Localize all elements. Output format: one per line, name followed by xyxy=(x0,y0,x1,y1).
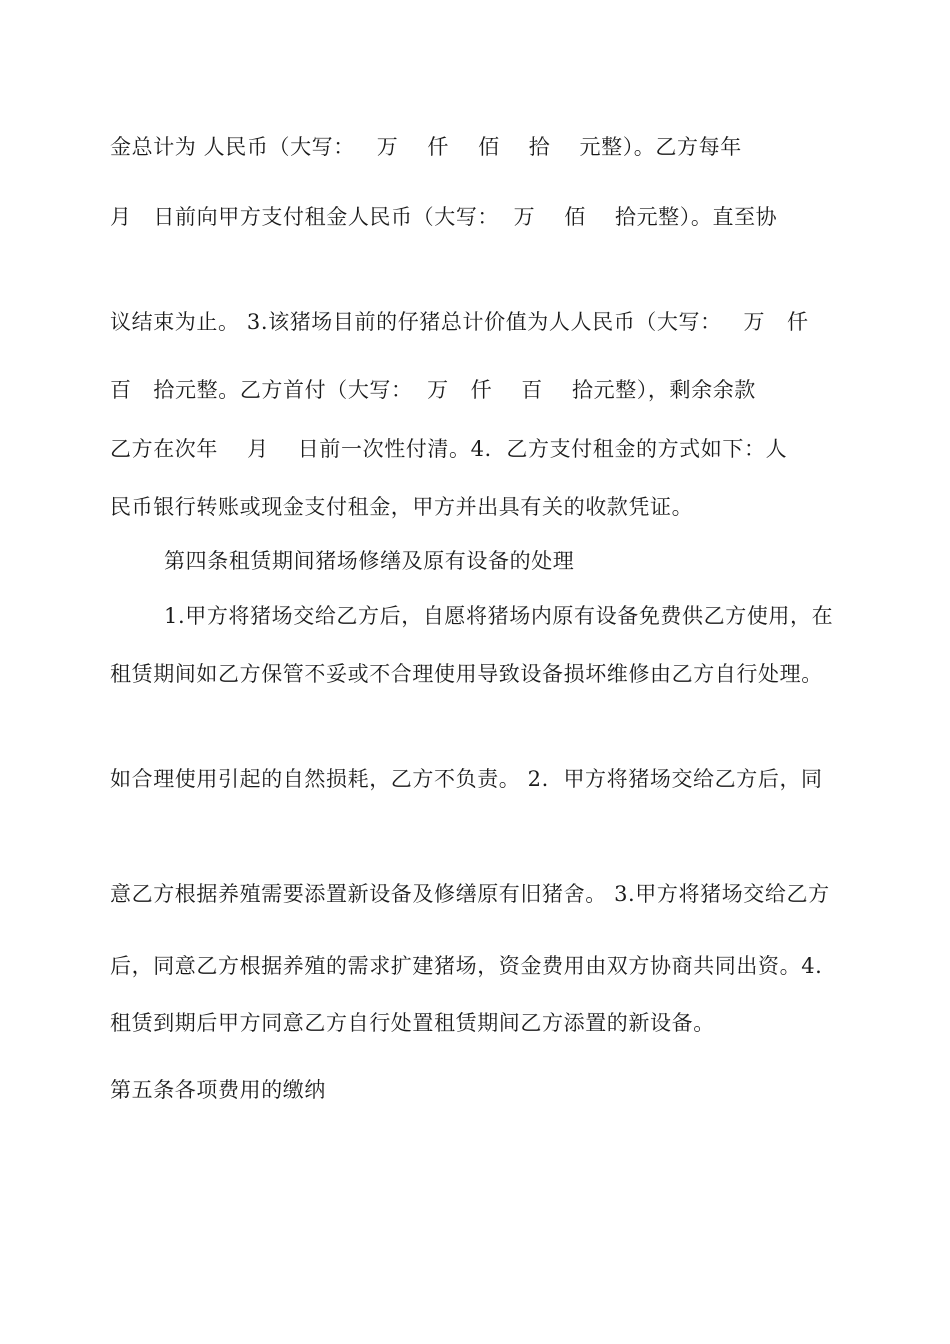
text-line-5: 乙方在次年 月 日前一次性付清。4. 乙方支付租金的方式如下：人 xyxy=(110,437,788,461)
text-line-10: 如合理使用引起的自然损耗，乙方不负责。 2. 甲方将猪场交给乙方后，同 xyxy=(110,767,823,791)
text-line-3: 议结束为止。 3.该猪场目前的仔猪总计价值为人人民币（大写： 万 仟 xyxy=(110,310,809,334)
section-heading-4: 第四条租赁期间猪场修缮及原有设备的处理 xyxy=(164,549,575,573)
text-line-2: 月 日前向甲方支付租金人民币（大写： 万 佰 拾元整）。直至协 xyxy=(110,205,778,229)
text-line-6: 民币银行转账或现金支付租金，甲方并出具有关的收款凭证。 xyxy=(110,495,694,519)
text-line-11: 意乙方根据养殖需要添置新设备及修缮原有旧猪舍。 3.甲方将猪场交给乙方 xyxy=(110,882,830,906)
text-line-8: 1.甲方将猪场交给乙方后，自愿将猪场内原有设备免费供乙方使用，在 xyxy=(164,604,834,628)
text-line-13: 租赁到期后甲方同意乙方自行处置租赁期间乙方添置的新设备。 xyxy=(110,1011,715,1035)
text-line-1: 金总计为 人民币（大写： 万 仟 佰 拾 元整）。乙方每年 xyxy=(110,135,742,159)
section-heading-5: 第五条各项费用的缴纳 xyxy=(110,1078,326,1102)
text-line-9: 租赁期间如乙方保管不妥或不合理使用导致设备损坏维修由乙方自行处理。 xyxy=(110,662,823,686)
text-line-4: 百 拾元整。乙方首付（大写： 万 仟 百 拾元整），剩余余款 xyxy=(110,378,756,402)
text-line-12: 后，同意乙方根据养殖的需求扩建猪场，资金费用由双方协商共同出资。4. xyxy=(110,954,823,978)
